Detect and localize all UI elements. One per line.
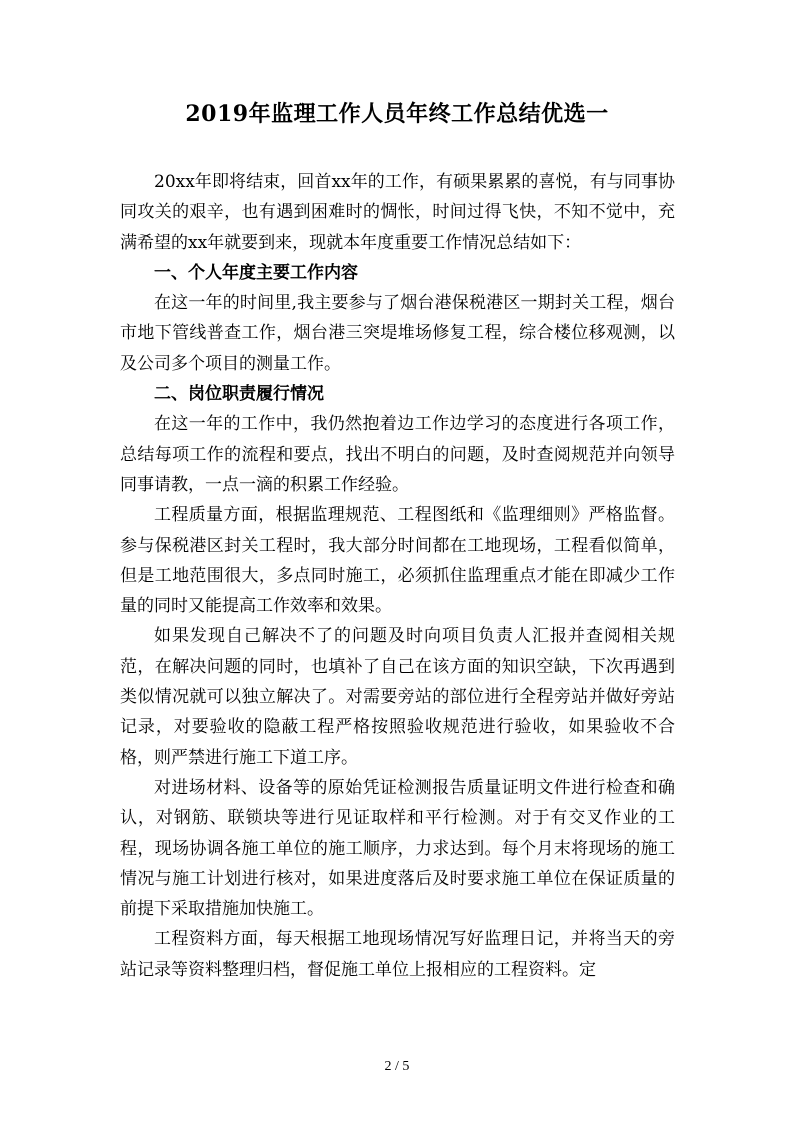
page-number: 2 / 5 <box>384 1059 410 1074</box>
body-paragraph: 对进场材料、设备等的原始凭证检测报告质量证明文件进行检查和确认，对钢筋、联锁块等进行见证取样和平行检测。对于有交叉作业的工程，现场协调各施工单位的施工顺序，力求达到。每个月末将现场的施工情况与施工计划进行核对，如果进度落后及时要求施工单位在保证质量的前提下采取措施加快施工。 <box>120 777 675 920</box>
body-paragraph: 如果发现自己解决不了的问题及时向项目负责人汇报并查阅相关规范，在解决问题的同时，也填补了自己在该方面的知识空缺，下次再遇到类似情况就可以独立解决了。对需要旁站的部位进行全程旁站并做好旁站记录，对要验收的隐蔽工程严格按照验收规范进行验收，如果验收不合格，则严禁进行施工下道工序。 <box>120 626 675 768</box>
document-body <box>120 167 675 985</box>
intro-paragraph: 20xx年即将结束，回首xx年的工作，有硕果累累的喜悦，有与同事协同攻关的艰辛，也有遇到困难时的惆怅，时间过得飞快，不知不觉中，充满希望的xx年就要到来，现就本年度重要工作情况总结如下： <box>120 172 675 253</box>
body-paragraph: 在这一年的工作中，我仍然抱着边工作边学习的态度进行各项工作，总结每项工作的流程和要点，找出不明白的问题，及时查阅规范并向领导同事请教，一点一滴的积累工作经验。 <box>120 414 675 495</box>
section-heading-2: 二、岗位职责履行情况 <box>154 384 324 405</box>
body-paragraph: 工程质量方面，根据监理规范、工程图纸和《监理细则》严格监督。参与保税港区封关工程时，我大部分时间都在工地现场，工程看似简单，但是工地范围很大，多点同时施工，必须抓住监理重点才能在即减少工作量的同时又能提高工作效率和效果。 <box>120 505 675 617</box>
body-paragraph: 在这一年的时间里,我主要参与了烟台港保税港区一期封关工程，烟台市地下管线普查工作，烟台港三突堤堆场修复工程，综合楼位移观测，以及公司多个项目的测量工作。 <box>120 293 675 374</box>
body-paragraph: 工程资料方面，每天根据工地现场情况写好监理日记，并将当天的旁站记录等资料整理归档，督促施工单位上报相应的工程资料。定 <box>120 929 675 980</box>
document-title: 2019年监理工作人员年终工作总结优选一 <box>185 101 609 127</box>
section-heading-1: 一、个人年度主要工作内容 <box>154 262 358 283</box>
